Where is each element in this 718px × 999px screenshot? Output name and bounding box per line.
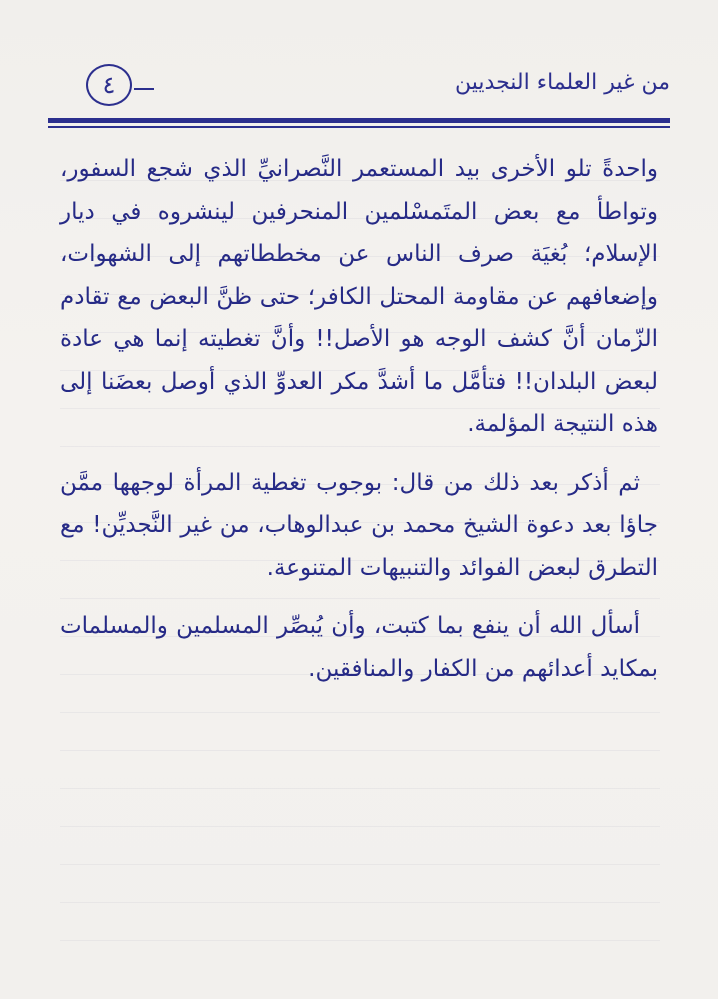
header-rule-thin [48,126,670,128]
body-text [60,148,658,690]
header-dash [134,88,154,90]
header-rule-thick [48,118,670,123]
running-title: من غير العلماء النجديين [455,70,670,95]
paragraph-3: أسأل الله أن ينفع بما كتبت، وأن يُبصِّر المسلمين والمسلمات بمكايد أعدائهم من الكفار والمنافقين. [60,613,658,682]
page-header [48,60,670,122]
page-number: ٤ [86,64,132,106]
paragraph-1: واحدةً تلو الأخرى بيد المستعمر النَّصرانيِّ الذي شجع السفور، وتواطأ مع بعض المتَمسْلمين المنحرفين لينشروه في ديار الإسلام؛ بُغيَة صرف الناس عن مخططاتهم إلى الشهوات، وإضعافهم عن مقاومة المحتل الكافر؛ حتى ظنَّ البعض مع تقادم الزّمان أنَّ كشف الوجه هو الأصل!! وأنَّ تغطيته إنما هي عادة لبعض البلدان!! فتأمَّل ما أشدَّ مكر العدوِّ الذي أوصل بعضَنا إلى هذه النتيجة المؤلمة. [60,156,658,437]
paragraph-2: ثم أذكر بعد ذلك من قال: بوجوب تغطية المرأة لوجهها ممَّن جاؤا بعد دعوة الشيخ محمد بن عبدالوهاب، من غير النَّجديِّن! مع التطرق لبعض الفوائد والتنبيهات المتنوعة. [60,469,658,581]
